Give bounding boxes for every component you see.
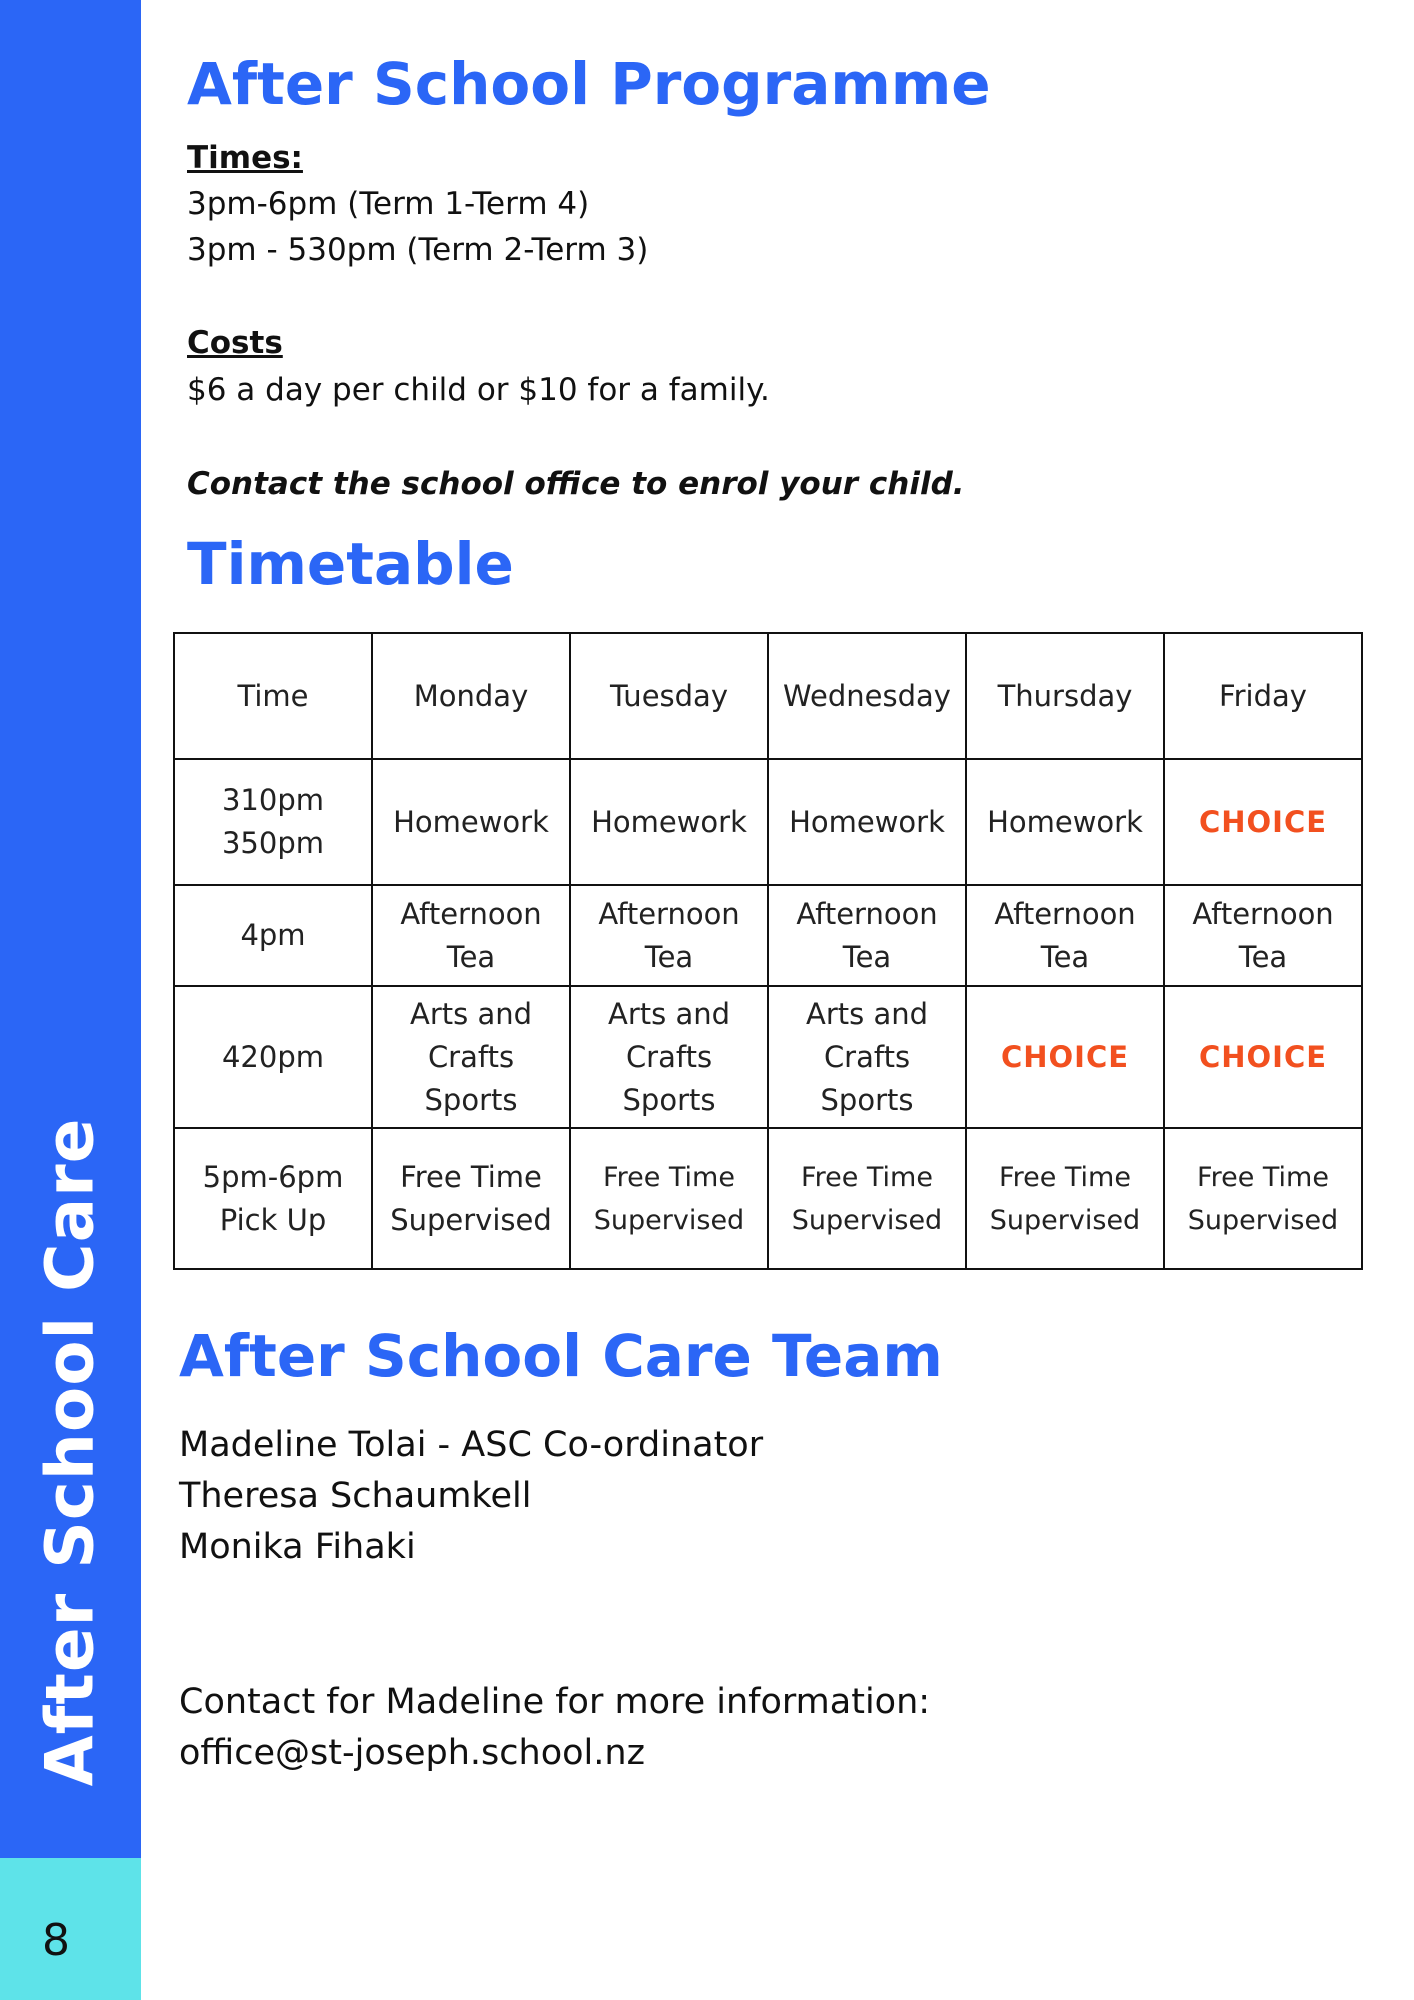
timetable-header-cell: Thursday: [966, 633, 1164, 759]
activity-line: Afternoon: [1192, 896, 1334, 931]
activity-line: Homework: [987, 804, 1143, 839]
times-label: Times:: [187, 140, 303, 176]
timetable-activity-cell: [372, 1128, 570, 1269]
programme-title: After School Programme: [187, 50, 991, 118]
activity-line: Arts and: [607, 996, 731, 1031]
timetable-activity-cell: [1164, 885, 1362, 986]
timetable-activity-cell: [966, 759, 1164, 885]
activity-line: Afternoon: [598, 896, 740, 931]
timetable-time-cell: [174, 1128, 372, 1269]
timetable-choice-cell: [966, 986, 1164, 1128]
time-line: 5pm-6pm: [202, 1159, 344, 1194]
timetable-activity-cell: [966, 1128, 1164, 1269]
activity-line: Free Time: [801, 1161, 933, 1193]
activity-line: Afternoon: [994, 896, 1136, 931]
activity-line: Arts and: [805, 996, 929, 1031]
activity-line: CHOICE: [1198, 1039, 1328, 1074]
activity-line: Supervised: [390, 1202, 552, 1237]
timetable-row: [174, 1128, 1362, 1269]
costs-text: $6 a day per child or $10 for a family.: [187, 372, 770, 408]
activity-line: Arts and: [409, 996, 533, 1031]
costs-label: Costs: [187, 325, 283, 361]
activity-line: CHOICE: [1000, 1039, 1130, 1074]
timetable-activity-cell: [768, 885, 966, 986]
contact-line: Contact for Madeline for more information:: [179, 1682, 931, 1722]
times-term-1-4: 3pm-6pm (Term 1-Term 4): [187, 186, 590, 222]
timetable-table: [173, 632, 1363, 1270]
timetable-choice-cell: [1164, 986, 1362, 1128]
timetable-activity-cell: [372, 986, 570, 1128]
activity-line: Supervised: [1187, 1204, 1339, 1236]
activity-line: Tea: [446, 939, 496, 974]
activity-line: Afternoon: [400, 896, 542, 931]
activity-line: Sports: [424, 1082, 518, 1117]
time-line: 310pm: [221, 783, 324, 817]
activity-line: Tea: [1238, 939, 1288, 974]
timetable-time-cell: [174, 885, 372, 986]
activity-line: Supervised: [989, 1204, 1141, 1236]
timetable-time-cell: [174, 759, 372, 885]
time-line: 420pm: [221, 1039, 324, 1074]
timetable-row: [174, 759, 1362, 885]
page-number: 8: [42, 1915, 70, 1966]
enrol-note: Contact the school office to enrol your child.: [187, 466, 965, 502]
timetable-activity-cell: [570, 1128, 768, 1269]
activity-line: Crafts: [427, 1039, 515, 1074]
timetable-activity-cell: [768, 1128, 966, 1269]
timetable-activity-cell: [1164, 1128, 1362, 1269]
timetable-activity-cell: [372, 759, 570, 885]
times-term-2-3: 3pm - 530pm (Term 2-Term 3): [187, 232, 649, 268]
timetable-title: Timetable: [187, 530, 514, 598]
time-line: 350pm: [221, 826, 324, 860]
activity-line: Afternoon: [796, 896, 938, 931]
activity-line: Free Time: [603, 1161, 735, 1193]
activity-line: Homework: [591, 804, 747, 839]
timetable-header-cell: Friday: [1164, 633, 1362, 759]
time-line: 4pm: [240, 918, 306, 952]
timetable-row: [174, 885, 1362, 986]
timetable-activity-cell: [570, 986, 768, 1128]
timetable-header-cell: Monday: [372, 633, 570, 759]
sidebar: [0, 0, 141, 1858]
time-line: Pick Up: [219, 1202, 327, 1237]
team-title: After School Care Team: [179, 1322, 943, 1390]
timetable-activity-cell: [570, 759, 768, 885]
activity-line: Homework: [789, 804, 945, 839]
timetable-header-cell: Wednesday: [768, 633, 966, 759]
timetable-activity-cell: [372, 885, 570, 986]
activity-line: Tea: [842, 939, 892, 974]
activity-line: Sports: [622, 1082, 716, 1117]
activity-line: Free Time: [1197, 1161, 1329, 1193]
activity-line: Tea: [1040, 939, 1090, 974]
activity-line: Free Time: [999, 1161, 1131, 1193]
activity-line: Crafts: [823, 1039, 911, 1074]
timetable-activity-cell: [768, 759, 966, 885]
contact-email[interactable]: office@st-joseph.school.nz: [179, 1733, 645, 1773]
timetable-header-row: [174, 633, 1362, 759]
activity-line: Tea: [644, 939, 694, 974]
timetable-activity-cell: [768, 986, 966, 1128]
activity-line: Free Time: [400, 1159, 542, 1194]
timetable-row: [174, 986, 1362, 1128]
team-member: Madeline Tolai - ASC Co-ordinator: [179, 1425, 764, 1465]
sidebar-section-title: After School Care: [31, 1117, 109, 1787]
timetable-time-cell: [174, 986, 372, 1128]
timetable-activity-cell: [966, 885, 1164, 986]
team-member: Monika Fihaki: [179, 1527, 416, 1567]
team-member: Theresa Schaumkell: [179, 1476, 532, 1516]
timetable-activity-cell: [570, 885, 768, 986]
timetable-header-cell: Time: [174, 633, 372, 759]
activity-line: Sports: [820, 1082, 914, 1117]
activity-line: Supervised: [791, 1204, 943, 1236]
timetable-header-cell: Tuesday: [570, 633, 768, 759]
activity-line: Crafts: [625, 1039, 713, 1074]
activity-line: Supervised: [593, 1204, 745, 1236]
activity-line: Homework: [393, 804, 549, 839]
activity-line: CHOICE: [1198, 804, 1328, 839]
timetable-choice-cell: [1164, 759, 1362, 885]
